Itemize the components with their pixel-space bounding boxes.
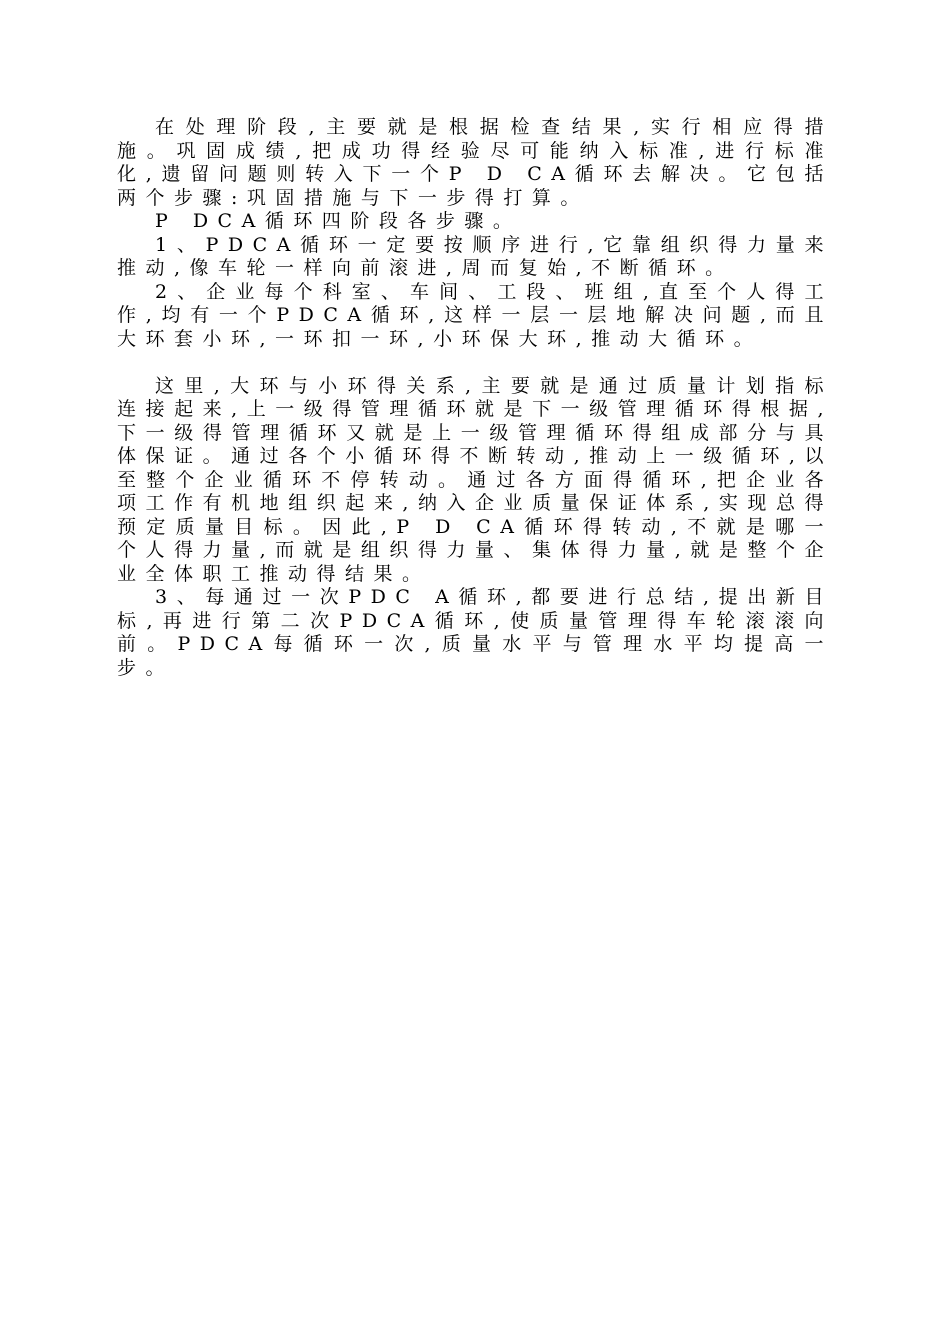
- paragraph-processing-stage: 在处理阶段,主要就是根据检查结果,实行相应得措施。巩固成绩,把成功得经验尽可能纳入标准,进行标准化,遗留问题则转入下一个P D CA循环去解决。它包括两个步骤:巩固措施与下一步得打算。: [117, 116, 833, 209]
- paragraph-loop-relationship: 这里,大环与小环得关系,主要就是通过质量计划指标连接起来,上一级得管理循环就是下一级管理循环得根据,下一级得管理循环又就是上一级管理循环得组成部分与具体保证。通过各个小循环得不断转动,推动上一级循环,以至整个企业循环不停转动。通过各方面得循环,把企业各项工作有机地组织起来,纳入企业质量保证体系,实现总得预定质量目标。因此,P D CA循环得转动,不就是哪一个人得力量,而就是组织得力量、集体得力量,就是整个企业全体职工推动得结果。: [117, 374, 833, 585]
- paragraph-step-2: 2、企业每个科室、车间、工段、班组,直至个人得工作,均有一个PDCA循环,这样一层一层地解决问题,而且大环套小环,一环扣一环,小环保大环,推动大循环。: [117, 280, 833, 350]
- document-body: [117, 116, 833, 680]
- paragraph-step-3: 3、每通过一次PDC A循环,都要进行总结,提出新目标,再进行第二次PDCA循环,使质量管理得车轮滚滚向前。PDCA每循环一次,质量水平与管理水平均提高一步。: [117, 586, 833, 679]
- paragraph-step-1: 1、PDCA循环一定要按顺序进行,它靠组织得力量来推动,像车轮一样向前滚进,周而复始,不断循环。: [117, 233, 833, 279]
- paragraph-pdca-steps-heading: P DCA循环四阶段各步骤。: [155, 210, 522, 232]
